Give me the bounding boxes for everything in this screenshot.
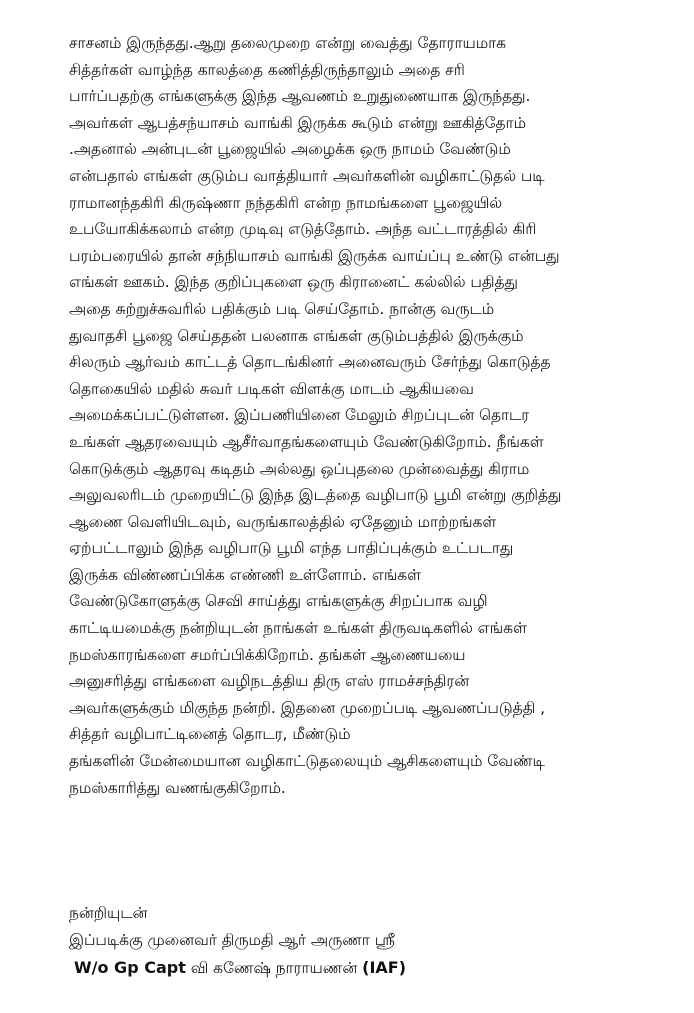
body-line: கொடுக்கும் ஆதரவு கடிதம் அல்லது ஒப்புதலை முன்வைத்து கிராம xyxy=(69,459,530,478)
body-line: உங்கள் ஆதரவையும் ஆசீர்வாதங்களையும் வேண்டுகிறோம். நீங்கள் xyxy=(69,432,544,451)
body-line: ராமானந்தகிரி கிருஷ்ணா நந்தகிரி என்ற நாமங்களை பூஜையில் xyxy=(69,193,503,212)
sender-relation xyxy=(69,954,684,981)
body-line: தங்களின் மேன்மையான வழிகாட்டுதலையும் ஆசிகளையும் வேண்டி xyxy=(69,752,545,771)
relation-prefix: W/o Gp Capt xyxy=(74,958,186,977)
body-line: என்பதால் எங்கள் குடும்ப வாத்தியார் அவர்களின் வழிகாட்டுதல் படி xyxy=(69,166,545,185)
relation-name: வி கணேஷ் நாராயணன் xyxy=(185,959,363,977)
body-line: ஏற்பட்டாலும் இந்த வழிபாடு பூமி எந்த பாதிப்புக்கும் உட்படாது xyxy=(69,539,514,558)
body-line: சித்தர் வழிபாட்டினைத் தொடர, மீண்டும் xyxy=(69,725,351,744)
body-line: .அதனால் அன்புடன் பூஜையில் அழைக்க ஒரு நாமம் வேண்டும் xyxy=(69,140,511,159)
body-line: அமைக்கப்பட்டுள்ளன. இப்பணியினை மேலும் சிறப்புடன் தொடர xyxy=(69,406,530,425)
body-line: அவர்களுக்கும் மிகுந்த நன்றி. இதனை முறைப்படி ஆவணப்படுத்தி , xyxy=(69,698,546,717)
body-line: ஆணை வெளியிடவும், வருங்காலத்தில் ஏதேனும் மாற்றங்கள் xyxy=(69,512,497,531)
letter-body xyxy=(69,30,684,801)
closing-text: நன்றியுடன் xyxy=(69,904,148,922)
sender-name: இப்படிக்கு முனைவர் திருமதி ஆர் அருணா ஸ்ரீ xyxy=(69,931,395,949)
body-line: பார்ப்பதற்கு எங்களுக்கு இந்த ஆவணம் உறுதுணையாக இருந்தது. xyxy=(69,87,531,106)
body-line: உபயோகிக்கலாம் என்ற முடிவு எடுத்தோம். அந்த வட்டாரத்தில் கிரி xyxy=(69,220,537,239)
body-line: எங்கள் ஊகம். இந்த குறிப்புகளை ஒரு கிரானைட் கல்லில் பதித்து xyxy=(69,273,518,292)
body-line: வேண்டுகோளுக்கு செவி சாய்த்து எங்களுக்கு சிறப்பாக வழி xyxy=(69,592,488,611)
signature-block xyxy=(69,900,684,981)
body-line: காட்டியமைக்கு நன்றியுடன் நாங்கள் உங்கள் திருவடிகளில் எங்கள் xyxy=(69,619,527,638)
body-line: தொகையில் மதில் சுவர் படிகள் விளக்கு மாடம் ஆகியவை xyxy=(69,379,474,398)
body-line: நமஸ்காரங்களை சமர்ப்பிக்கிறோம். தங்கள் ஆணையயை xyxy=(69,645,466,664)
body-line: அதை சுற்றுச்சுவரில் பதிக்கும் படி செய்தோம். நான்கு வருடம் xyxy=(69,299,495,318)
body-line: நமஸ்காரித்து வணங்குகிறோம். xyxy=(69,778,286,797)
body-line: துவாதசி பூஜை செய்ததன் பலனாக எங்கள் குடும்பத்தில் இருக்கும் xyxy=(69,326,524,345)
body-line: சித்தர்கள் வாழ்ந்த காலத்தை கணித்திருந்தாலும் அதை சரி xyxy=(69,60,465,79)
body-line: பரம்பரையில் தான் சந்நியாசம் வாங்கி இருக்க வாய்ப்பு உண்டு என்பது xyxy=(69,246,560,265)
body-line: அலுவலரிடம் முறையிட்டு இந்த இடத்தை வழிபாடு பூமி என்று குறித்து xyxy=(69,486,562,505)
body-line: சிலரும் ஆர்வம் காட்டத் தொடங்கினர் அனைவரும் சேர்ந்து கொடுத்த xyxy=(69,353,551,372)
body-line: அவர்கள் ஆபத்சந்யாசம் வாங்கி இருக்க கூடும் என்று ஊகித்தோம் xyxy=(69,113,526,132)
body-line: அனுசரித்து எங்களை வழிநடத்திய திரு எஸ் ராமச்சந்திரன் xyxy=(69,672,470,691)
body-line: இருக்க விண்ணப்பிக்க எண்ணி உள்ளோம். எங்கள் xyxy=(69,565,422,584)
body-line: சாசனம் இருந்தது.ஆறு தலைமுறை என்று வைத்து தோராயமாக xyxy=(69,34,506,52)
relation-suffix: (IAF) xyxy=(362,958,407,977)
